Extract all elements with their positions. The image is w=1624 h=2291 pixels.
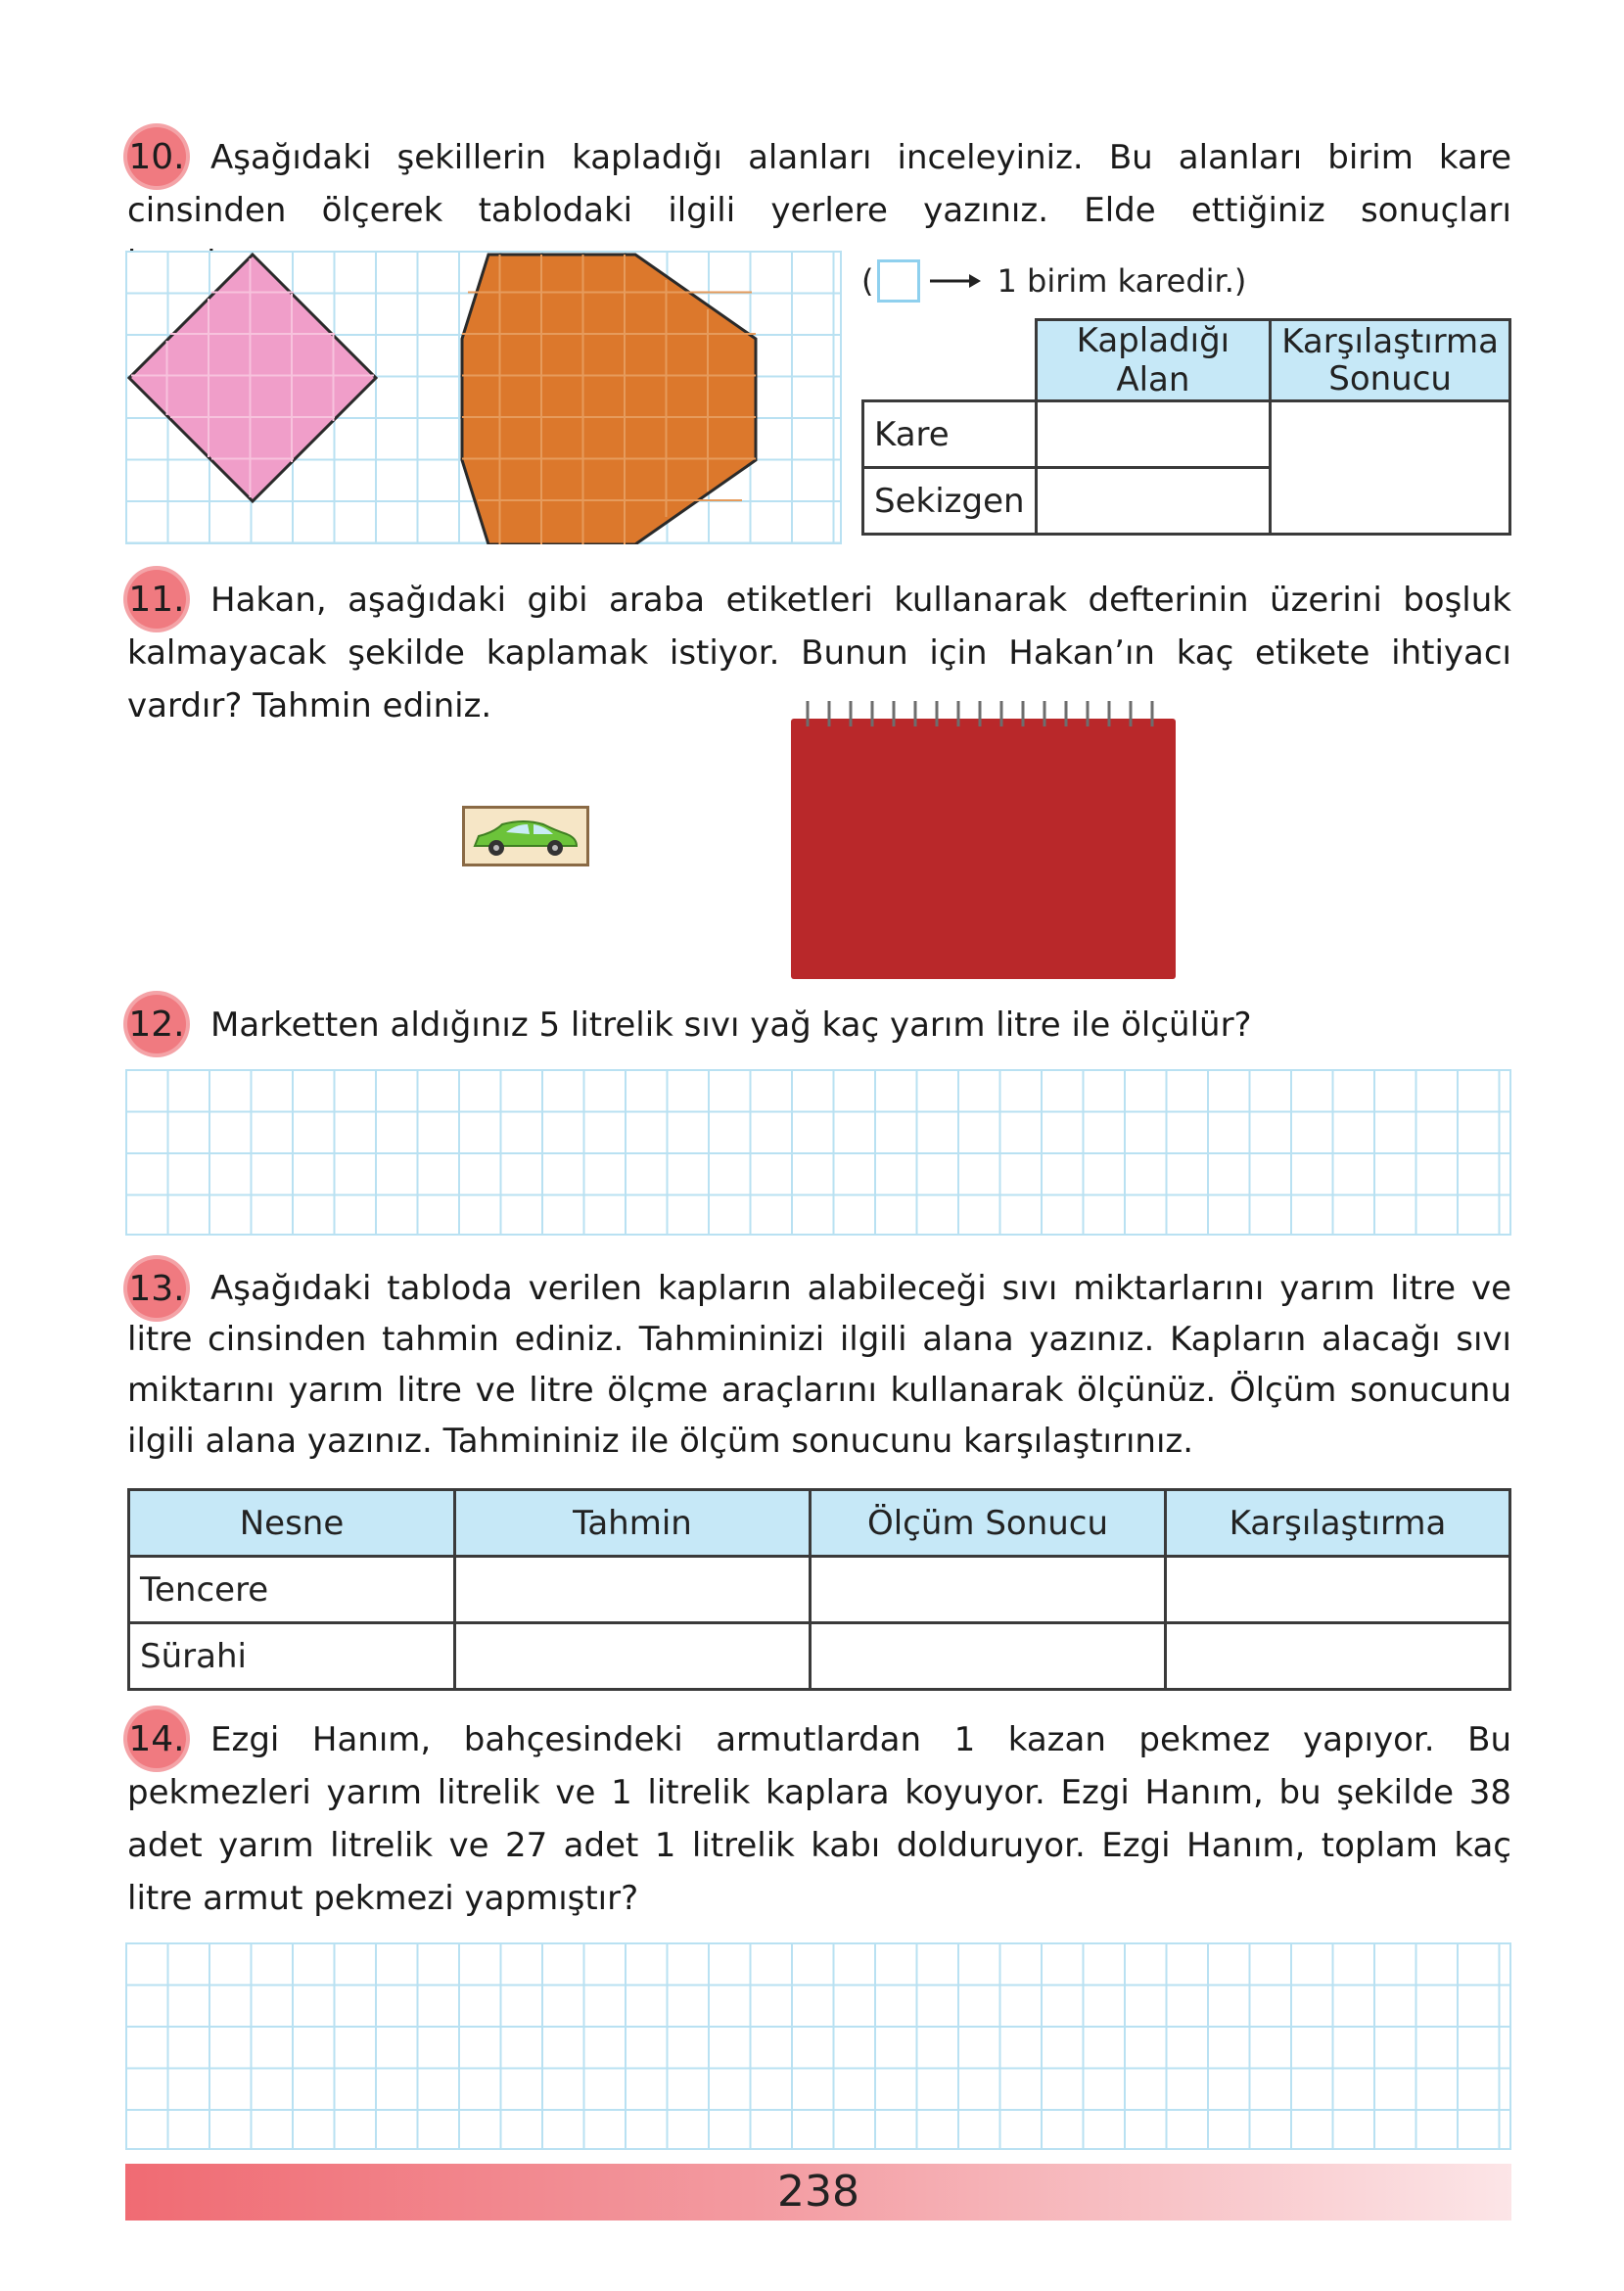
- table-corner: [863, 320, 1037, 401]
- row-label-jug: Sürahi: [129, 1623, 455, 1690]
- answer-grid[interactable]: [125, 1942, 1511, 2150]
- row-label-square: Kare: [863, 401, 1037, 468]
- unit-legend: [861, 257, 1246, 305]
- measurement-table: [127, 1488, 1511, 1691]
- arrow-right-icon: [928, 271, 983, 291]
- answer-cell[interactable]: [455, 1557, 811, 1623]
- question-number-badge: 11.: [127, 570, 186, 629]
- row-label-pot: Tencere: [129, 1557, 455, 1623]
- header-comparison: Karşılaştırma Sonucu: [1271, 320, 1510, 401]
- answer-cell[interactable]: [1166, 1623, 1510, 1690]
- notebook-cover: [791, 719, 1176, 979]
- page-number: 238: [777, 2167, 859, 2217]
- question-number-badge: 13.: [127, 1259, 186, 1318]
- legend-open-paren: (: [861, 262, 874, 300]
- answer-cell[interactable]: [1036, 401, 1271, 468]
- question-12-text: Marketten aldığınız 5 litrelik sıvı yağ kaç yarım litre ile ölçülür?: [210, 1005, 1252, 1045]
- header-comparison: Karşılaştırma: [1166, 1490, 1510, 1557]
- question-number-badge: 12.: [127, 995, 186, 1053]
- question-11-text: Hakan, aşağıdaki gibi araba etiketleri kullanarak defterinin üzerini boşluk kalmayacak şekilde kaplamak istiyor. Bunun için Hakan’ın kaç etikete ihtiyacı vardır? Tahmin ediniz.: [127, 581, 1511, 725]
- unit-square-icon: [877, 259, 920, 303]
- question-10-text: Aşağıdaki şekillerin kapladığı alanları inceleyiniz. Bu alanları birim kare cinsinden ölçerek tablodaki ilgili yerlere yazınız. Elde ettiğiniz sonuçları: [127, 138, 1511, 230]
- header-estimate: Tahmin: [455, 1490, 811, 1557]
- legend-label: 1 birim karedir.): [997, 262, 1247, 300]
- answer-cell[interactable]: [811, 1557, 1166, 1623]
- question-number-badge: 14.: [127, 1709, 186, 1768]
- question-14-text: Ezgi Hanım, bahçesindeki armutlardan 1 kazan pekmez yapıyor. Bu pekmezleri yarım litrelik ve 1 litrelik kaplara koyuyor. Ezgi Hanım, bu şekilde 38 adet yarım litrelik ve 27 adet 1 litrelik kabı dolduruyor. Ezgi Hanım, toplam kaç litre armut pekmezi yapmıştır?: [127, 1720, 1511, 1918]
- header-object: Nesne: [129, 1490, 455, 1557]
- answer-cell[interactable]: [811, 1623, 1166, 1690]
- header-measurement: Ölçüm Sonucu: [811, 1490, 1166, 1557]
- answer-grid[interactable]: [125, 1069, 1511, 1236]
- row-label-octagon: Sekizgen: [863, 468, 1037, 535]
- comparison-answer-cell[interactable]: [1271, 401, 1510, 535]
- answer-cell[interactable]: [1166, 1557, 1510, 1623]
- question-13-text: Aşağıdaki tabloda verilen kapların alabileceği sıvı miktarlarını yarım litre ve litre cinsinden tahmin ediniz. Tahmininizi ilgili alana yazınız. Kapların alacağı sıvı miktarını yarım litre ve litre ölçme araçlarını kullanarak ölçünüz. Ölçüm sonucunu ilgili alana yazınız. Tahmininiz ile ölçüm sonucunu karşılaştırınız.: [127, 1269, 1511, 1461]
- answer-cell[interactable]: [1036, 468, 1271, 535]
- car-sticker: [462, 806, 589, 866]
- question-number-badge: 10.: [127, 127, 186, 186]
- answer-cell[interactable]: [455, 1623, 811, 1690]
- footer-bar: [125, 2164, 1511, 2221]
- shapes-drawing: [125, 251, 842, 544]
- area-table: [861, 318, 1511, 536]
- notebook-image: [788, 697, 1180, 981]
- header-area: Kapladığı Alan: [1036, 320, 1271, 401]
- car-icon: [465, 809, 586, 864]
